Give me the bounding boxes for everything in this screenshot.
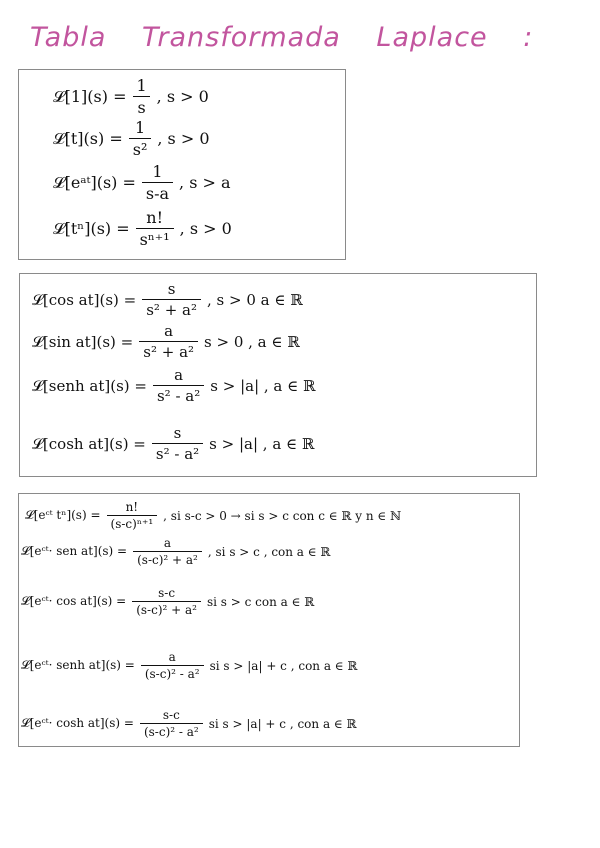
fraction (141, 650, 204, 681)
denominator: s² - a² (152, 443, 203, 463)
numerator: a (163, 536, 172, 550)
formula-lhs: 𝓛[senh at](s) = (32, 376, 147, 395)
numerator: n! (146, 208, 164, 227)
numerator: 1 (134, 118, 146, 137)
denominator: (s-c)ⁿ⁺¹ (107, 515, 158, 531)
formula-lhs: 𝓛[eᶜᵗ· cos at](s) = (21, 594, 127, 608)
numerator: n! (125, 500, 139, 514)
denominator: s² - a² (153, 385, 204, 405)
formula-lhs: 𝓛[eᵃᵗ](s) = (53, 172, 136, 192)
condition: si s > |a| + c , con a ∈ ℝ (209, 658, 358, 673)
denominator: (s-c)² + a² (132, 601, 201, 617)
condition: , s > 0 (157, 129, 210, 148)
formula-row (21, 586, 314, 617)
formula-row (21, 708, 357, 739)
condition: , s > 0 a ∈ ℝ (207, 290, 303, 309)
fraction (132, 586, 201, 617)
fraction (132, 76, 150, 117)
formula-row (32, 280, 303, 319)
condition: s > 0 , a ∈ ℝ (204, 332, 300, 351)
fraction (139, 322, 198, 361)
formula-lhs: 𝓛[1](s) = (53, 86, 127, 106)
denominator: (s-c)² - a² (141, 665, 204, 681)
denominator: s (133, 96, 149, 117)
basic-transforms-box (18, 69, 346, 260)
denominator: s-a (142, 182, 173, 203)
condition: si s > c con a ∈ ℝ (206, 594, 315, 609)
condition: si s > |a| + c , con a ∈ ℝ (208, 716, 357, 731)
fraction (153, 366, 204, 405)
condition: , s > 0 (156, 87, 209, 106)
condition: s > |a| , a ∈ ℝ (209, 434, 315, 453)
formula-lhs: 𝓛[cos at](s) = (32, 290, 137, 309)
fraction (142, 280, 201, 319)
denominator: sⁿ⁺¹ (136, 228, 174, 249)
formula-lhs: 𝓛[sin at](s) = (32, 332, 134, 351)
condition: , s > 0 (179, 219, 232, 238)
formula-lhs: 𝓛[eᶜᵗ· sen at](s) = (21, 544, 128, 558)
fraction (152, 424, 203, 463)
formula-lhs: 𝓛[tⁿ](s) = (53, 218, 130, 238)
numerator: a (174, 366, 184, 384)
numerator: a (168, 650, 176, 664)
formula-row (32, 366, 315, 405)
formula-row (53, 208, 232, 249)
denominator: s² + a² (139, 341, 198, 361)
formula-lhs: 𝓛[cosh at](s) = (32, 434, 146, 453)
formula-row (53, 118, 210, 159)
formula-lhs: 𝓛[t](s) = (53, 128, 123, 148)
numerator: a (164, 322, 174, 340)
formula-row (25, 500, 401, 531)
formula-lhs: 𝓛[eᶜᵗ· senh at](s) = (21, 658, 135, 672)
fraction (142, 162, 173, 203)
condition: , si s-c > 0 → si s > c con c ∈ ℝ y n ∈ ℕ (163, 508, 402, 523)
condition: , s > a (179, 173, 231, 192)
formula-row (32, 322, 300, 361)
shifted-transforms-box (18, 493, 520, 747)
numerator: s (167, 280, 176, 298)
numerator: s-c (158, 586, 176, 600)
formula-row (21, 536, 330, 567)
fraction (136, 208, 174, 249)
formula-row (53, 76, 209, 117)
formula-lhs: 𝓛[eᶜᵗ· cosh at](s) = (21, 716, 134, 730)
trig-transforms-box (19, 273, 537, 477)
fraction (140, 708, 203, 739)
formula-row (53, 162, 231, 203)
denominator: s² + a² (142, 299, 201, 319)
fraction (129, 118, 152, 159)
denominator: (s-c)² - a² (140, 723, 203, 739)
formula-row (21, 650, 357, 681)
numerator: s-c (162, 708, 180, 722)
condition: s > |a| , a ∈ ℝ (210, 376, 316, 395)
page-title: Tabla Transformada Laplace : (30, 22, 534, 53)
numerator: s (173, 424, 182, 442)
numerator: 1 (136, 76, 147, 95)
formula-row (32, 424, 314, 463)
fraction (133, 536, 202, 567)
formula-lhs: 𝓛[eᶜᵗ tⁿ](s) = (25, 508, 101, 522)
denominator: s² (129, 138, 152, 159)
numerator: 1 (152, 162, 163, 181)
denominator: (s-c)² + a² (133, 551, 202, 567)
condition: , si s > c , con a ∈ ℝ (207, 544, 331, 559)
fraction (107, 500, 158, 531)
